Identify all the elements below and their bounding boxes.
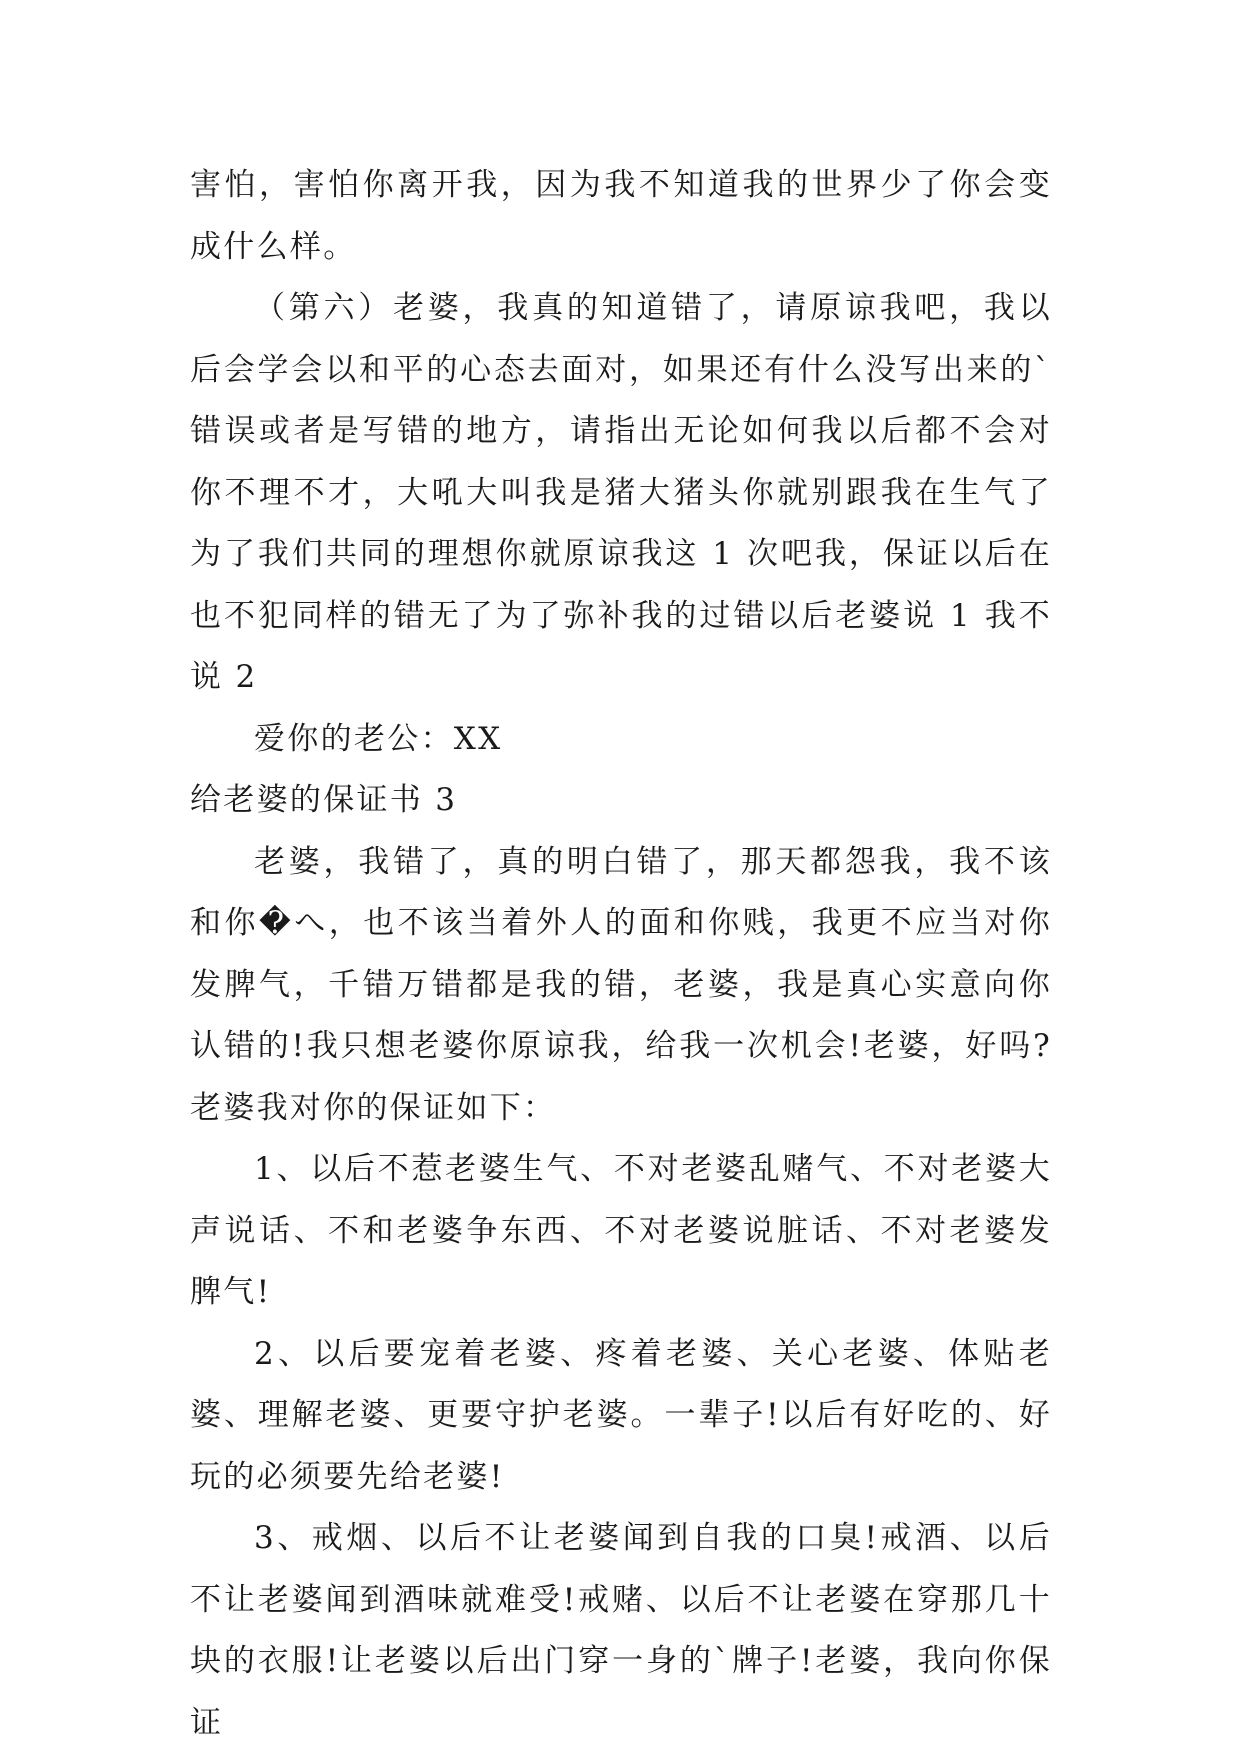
pledge-item-1: 1、以后不惹老婆生气、不对老婆乱赌气、不对老婆大声说话、不和老婆争东西、不对老婆说脏话、不对老婆发脾气! [190,1151,1052,1310]
signature-line: 爱你的老公：XX [254,720,503,757]
paragraph-sixth-apology: （第六）老婆，我真的知道错了，请原谅我吧，我以后会学会以和平的心态去面对，如果还有什么没写出来的`错误或者是写错的地方，请指出无论如何我以后都不会对你不理不才，大吼大叫我是猪大猪头你就别跟我在生气了为了我们共同的理想你就原谅我这 1 次吧我，保证以后在也不犯同样的错无了为了弥补我的过错以后老婆说 1 我不说 2 [190,290,1052,695]
paragraph-opening-apology: 老婆，我错了，真的明白错了，那天都怨我，我不该和你�へ，也不该当着外人的面和你贱，我更不应当对你发脾气，千错万错都是我的错，老婆，我是真心实意向你认错的!我只想老婆你原谅我，给我一次机会!老婆，好吗?老婆我对你的保证如下： [190,843,1052,1126]
paragraph-continuation: 害怕，害怕你离开我，因为我不知道我的世界少了你会变成什么样。 [190,167,1052,265]
section-heading: 给老婆的保证书 3 [190,782,458,818]
pledge-item-2: 2、以后要宠着老婆、疼着老婆、关心老婆、体贴老婆、理解老婆、更要守护老婆。一辈子!以后有好吃的、好玩的必须要先给老婆! [190,1335,1052,1495]
document-body [190,155,1052,1754]
pledge-item-3: 3、戒烟、以后不让老婆闻到自我的口臭!戒酒、以后不让老婆闻到酒味就难受!戒赌、以后不让老婆在穿那几十块的衣服!让老婆以后出门穿一身的`牌子!老婆，我向你保证 [190,1520,1052,1741]
